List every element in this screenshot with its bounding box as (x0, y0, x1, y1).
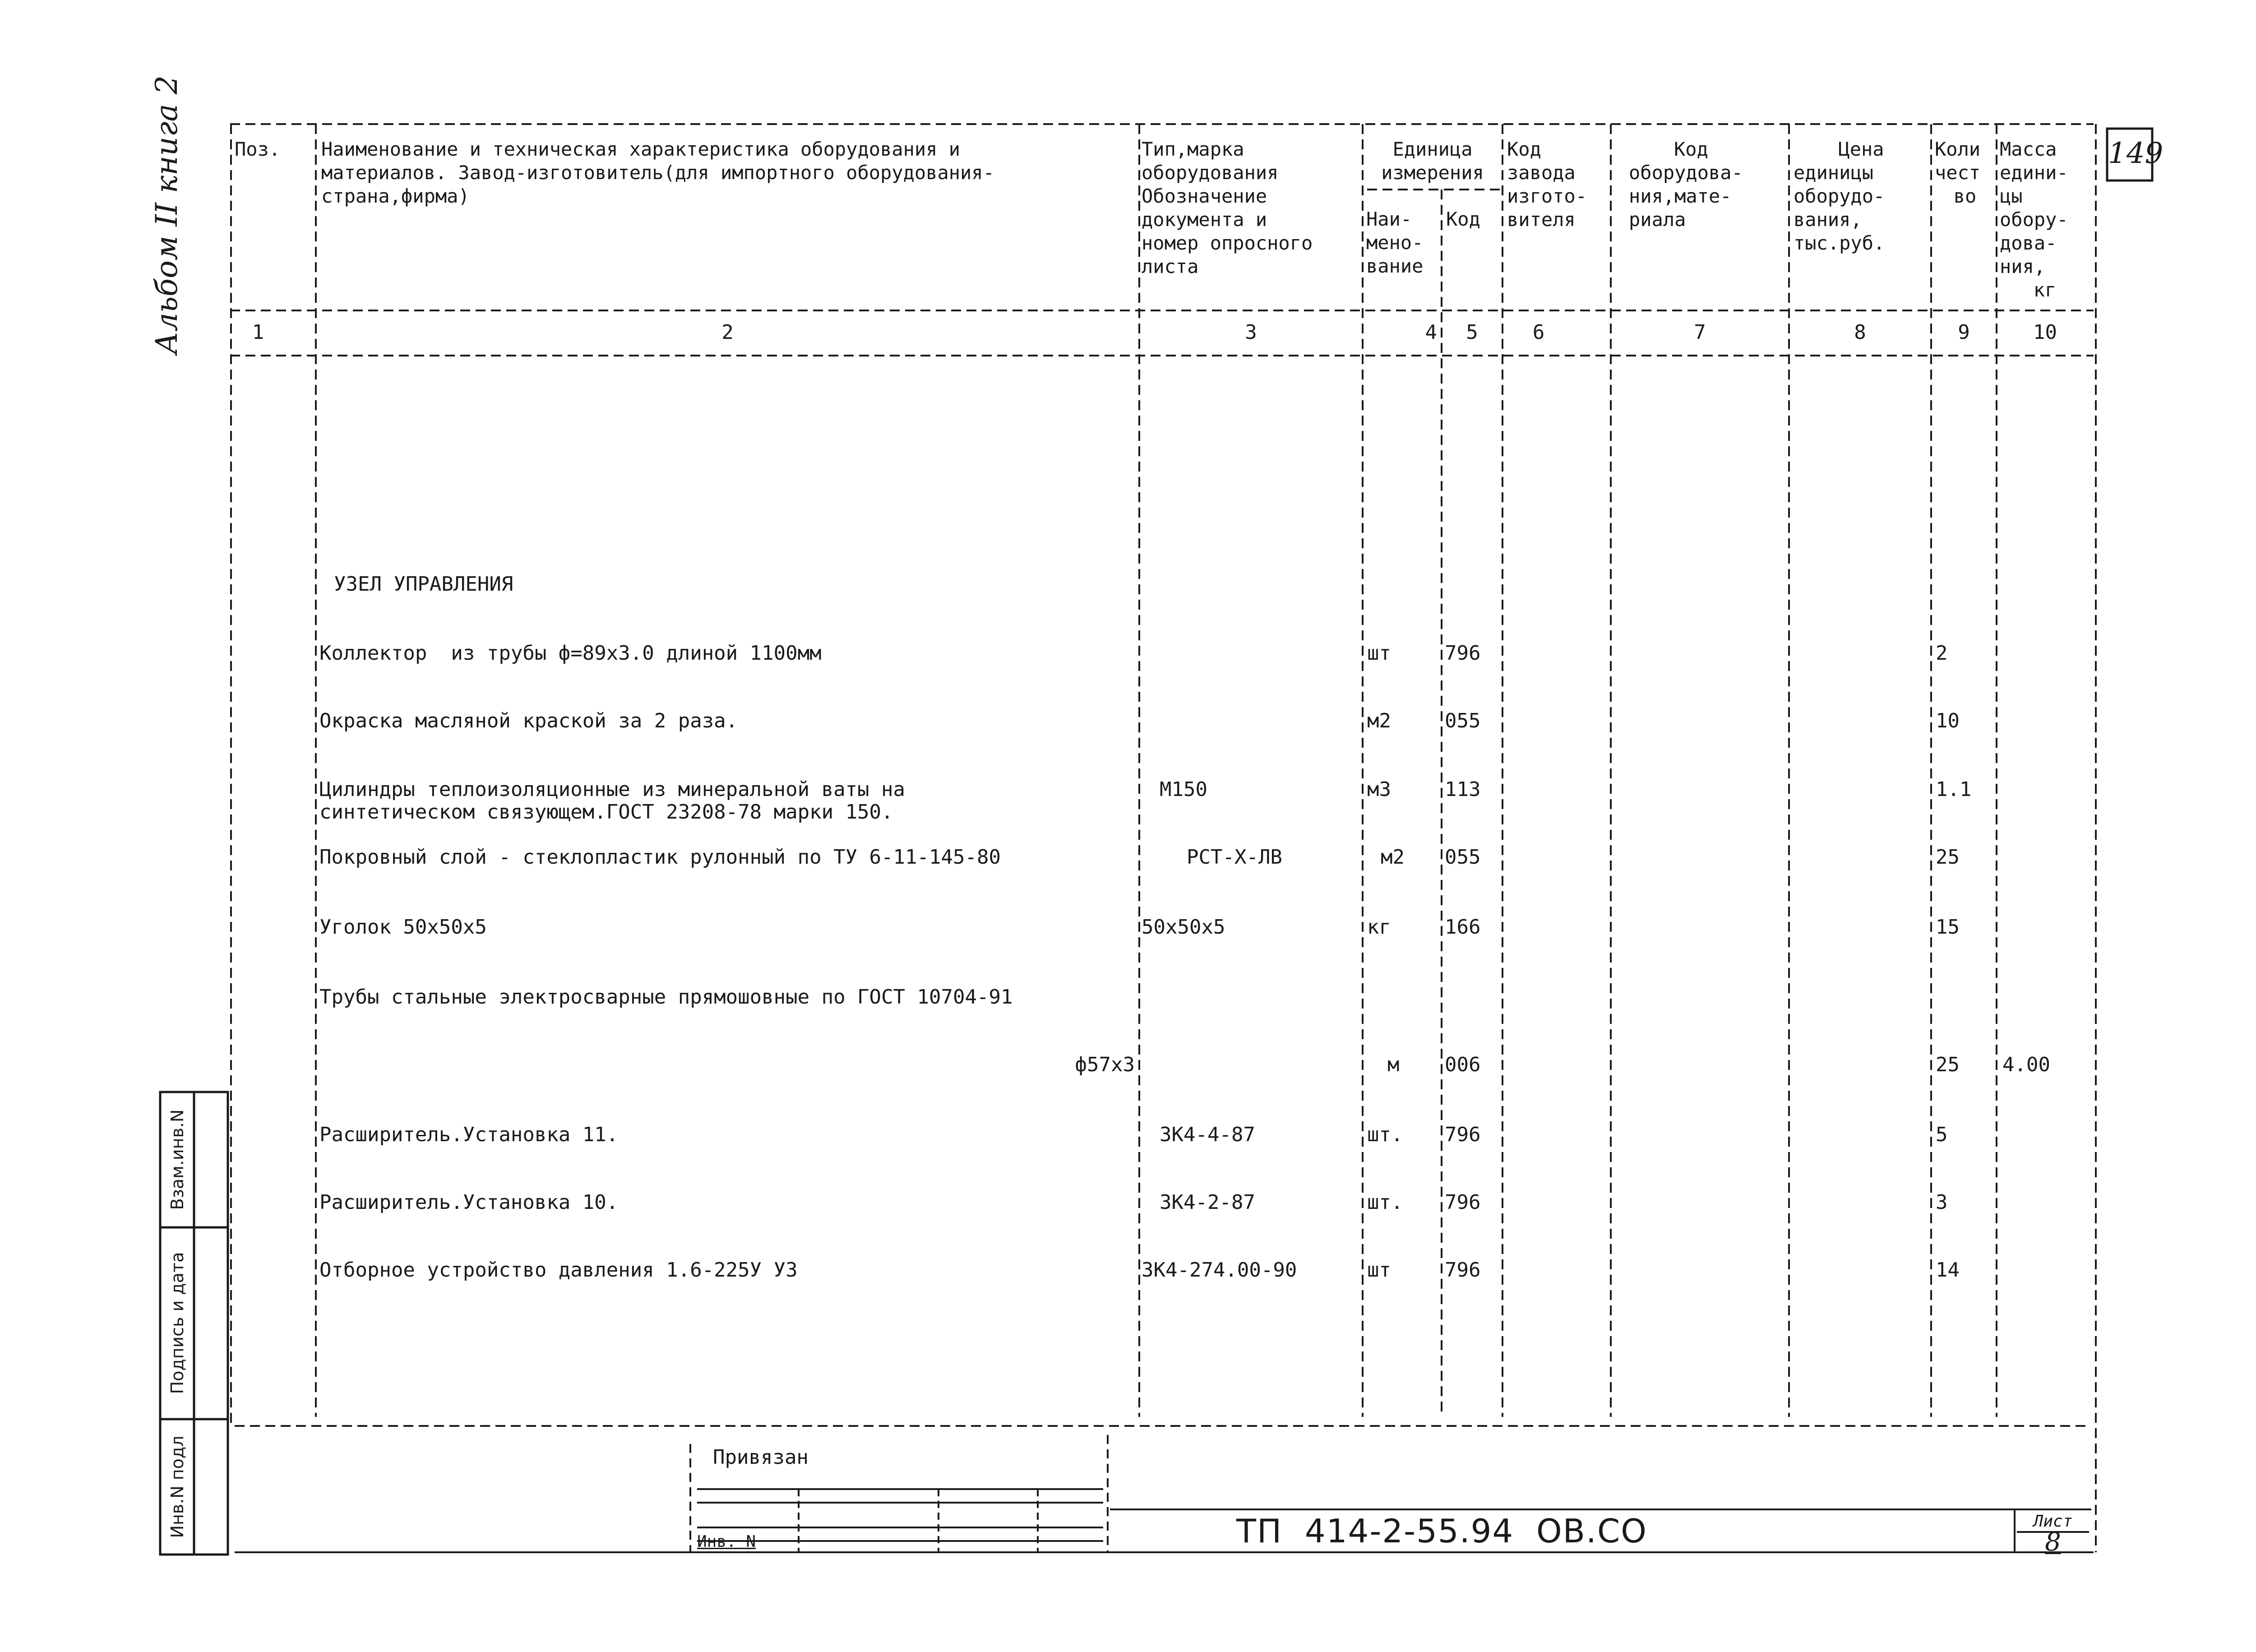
header-col10-line: кг (2033, 279, 2057, 301)
header-units (1365, 138, 1500, 185)
table-row-code: 796 (1445, 1123, 1481, 1146)
header-col2 (321, 138, 994, 208)
table-row-name: Расширитель.Установка 11. (319, 1123, 619, 1146)
header-col10-line: цы (2000, 185, 2023, 207)
table-row-qty: 15 (1936, 916, 1960, 939)
table-row-name: Расширитель.Установка 10. (319, 1191, 619, 1214)
column-number: 4 (1425, 321, 1437, 344)
table-row-name: Отборное устройство давления 1.6-225У У3 (319, 1259, 798, 1282)
side-stamp-signature-date: Подпись и дата (167, 1252, 187, 1394)
table-row-unit: шт (1367, 1259, 1391, 1282)
header-col8-line: оборудо- (1794, 185, 1885, 207)
header-col10-line: обору- (2000, 208, 2068, 231)
album-note: Альбом II книга 2 (149, 75, 184, 354)
table-row-unit: кг (1367, 916, 1391, 939)
table-row-name-cont: синтетическом связующем.ГОСТ 23208-78 марки 150. (319, 801, 893, 824)
header-col8-line: единицы (1794, 162, 1874, 184)
header-col6 (1507, 138, 1587, 231)
header-col8-line: Цена (1838, 138, 1884, 160)
header-col2-line: страна,фирма) (321, 185, 470, 207)
table-row-unit: шт. (1367, 1191, 1403, 1214)
header-col3-line: документа и (1142, 208, 1267, 231)
header-col7-line: оборудова- (1629, 162, 1743, 184)
table-row-unit: шт. (1367, 1123, 1403, 1146)
table-row-type: М150 (1160, 778, 1207, 801)
table-row-type: 3К4-4-87 (1160, 1123, 1255, 1146)
header-col7-line: ния,мате- (1629, 185, 1732, 207)
table-row-code: 055 (1445, 709, 1481, 732)
header-col8-line: вания, (1794, 208, 1862, 231)
column-number: 9 (1958, 321, 1970, 344)
header-col10-line: ния, (2000, 255, 2046, 278)
side-stamp-replacement: Взам.инв.N (167, 1109, 187, 1210)
header-col2-line: Наименование и техническая характеристика оборудования и (321, 138, 961, 160)
header-col10-line: дова- (2000, 232, 2057, 254)
table-row-code: 113 (1445, 778, 1481, 801)
column-number: 1 (252, 321, 264, 344)
table-row-type: РСТ-Х-ЛВ (1187, 846, 1282, 869)
table-row-type: 3К4-2-87 (1160, 1191, 1255, 1214)
header-col10-line: Масса (2000, 138, 2057, 160)
table-row-qty: 25 (1936, 1053, 1960, 1076)
header-col2-line: материалов. Завод-изготовитель(для импортного оборудования- (321, 162, 994, 184)
column-number: 6 (1532, 321, 1545, 344)
table-row-unit: м2 (1381, 846, 1405, 869)
column-number: 5 (1466, 321, 1478, 344)
header-col3-line: листа (1142, 255, 1199, 278)
table-row-unit: м (1387, 1053, 1400, 1076)
header-col9-line: чест (1935, 162, 1981, 184)
table-row-qty: 2 (1936, 642, 1948, 665)
column-number: 2 (721, 321, 734, 344)
table-row-code: 796 (1445, 1259, 1481, 1282)
header-col8-line: тыс.руб. (1794, 232, 1885, 254)
header-col3-line: оборудования (1142, 162, 1279, 184)
table-row-unit: м2 (1367, 709, 1391, 732)
header-col7-line: Код (1674, 138, 1708, 160)
table-row-type: 3К4-274.00-90 (1142, 1259, 1297, 1282)
header-col9-line: во (1953, 185, 1977, 207)
table-row-code: 055 (1445, 846, 1481, 869)
table-row-code: 796 (1445, 642, 1481, 665)
stamp-inv-no: Инв. N (697, 1532, 756, 1551)
header-units-line: измерения (1381, 162, 1484, 184)
header-col6-line: вителя (1507, 208, 1576, 231)
header-col7-line: риала (1629, 208, 1686, 231)
column-number: 3 (1245, 321, 1257, 344)
header-col9-line: Коли (1935, 138, 1981, 160)
section-title: УЗЕЛ УПРАВЛЕНИЯ (334, 573, 513, 596)
table-row-unit: м3 (1367, 778, 1391, 801)
table-row-name: Покровный слой - стеклопластик рулонный по ТУ 6-11-145-80 (319, 846, 1001, 869)
header-col3 (1142, 138, 1313, 278)
table-row-qty: 3 (1936, 1191, 1948, 1214)
header-units-line: Единица (1392, 138, 1473, 160)
header-col3-line: Обозначение (1142, 185, 1267, 207)
table-row-name: Уголок 50х50х5 (319, 916, 487, 939)
header-col3-line: номер опросного (1142, 232, 1313, 254)
header-col7 (1629, 138, 1743, 231)
header-col10 (2000, 138, 2090, 302)
header-col1: Поз. (235, 138, 281, 160)
page-number: 149 (2108, 137, 2164, 170)
header-col3-line: Тип,марка (1142, 138, 1244, 160)
column-number: 10 (2033, 321, 2057, 344)
document-designation: ТП 414-2-55.94 ОВ.СО (1236, 1512, 1647, 1550)
table-row-mass: 4.00 (2002, 1053, 2050, 1076)
table-row-name: Коллектор из трубы ф=89х3.0 длиной 1100мм (319, 642, 822, 665)
header-col4-line: мено- (1366, 231, 1424, 254)
table-row-name: Цилиндры теплоизоляционные из минеральной ваты на (319, 778, 906, 801)
header-col4-line: вание (1366, 255, 1424, 277)
table-row-qty: 1.1 (1936, 778, 1972, 801)
table-row-name: Окраска масляной краской за 2 раза. (319, 709, 738, 732)
sheet-label: Лист (2033, 1512, 2073, 1531)
table-row-code: 796 (1445, 1191, 1481, 1214)
table-row-qty: 10 (1936, 709, 1960, 732)
table-row-qty: 25 (1936, 846, 1960, 869)
table-row-qty: 5 (1936, 1123, 1948, 1146)
header-col4 (1366, 208, 1423, 278)
header-col9 (1935, 138, 1995, 208)
header-col8 (1794, 138, 1929, 255)
header-col6-line: Код (1507, 138, 1541, 160)
stamp-attached: Привязан (713, 1446, 809, 1469)
side-stamp-original-inv: Инв.N подл (167, 1435, 187, 1538)
header-col6-line: изгото- (1507, 185, 1587, 207)
table-row-type: 50х50х5 (1142, 916, 1225, 939)
table-row-name: ф57х3 (1075, 1053, 1135, 1076)
table-row-code: 166 (1445, 916, 1481, 939)
header-col6-line: завода (1507, 162, 1576, 184)
table-row-code: 006 (1445, 1053, 1481, 1076)
header-col5: Код (1446, 208, 1480, 230)
sheet-number: 8 (2045, 1527, 2061, 1557)
table-row-unit: шт (1367, 642, 1391, 665)
header-col10-line: едини- (2000, 162, 2068, 184)
header-col4-line: Наи- (1366, 208, 1412, 230)
column-number: 7 (1694, 321, 1706, 344)
column-number: 8 (1854, 321, 1866, 344)
table-row-name: Трубы стальные электросварные прямошовные по ГОСТ 10704-91 (319, 986, 1013, 1009)
table-row-qty: 14 (1936, 1259, 1960, 1282)
